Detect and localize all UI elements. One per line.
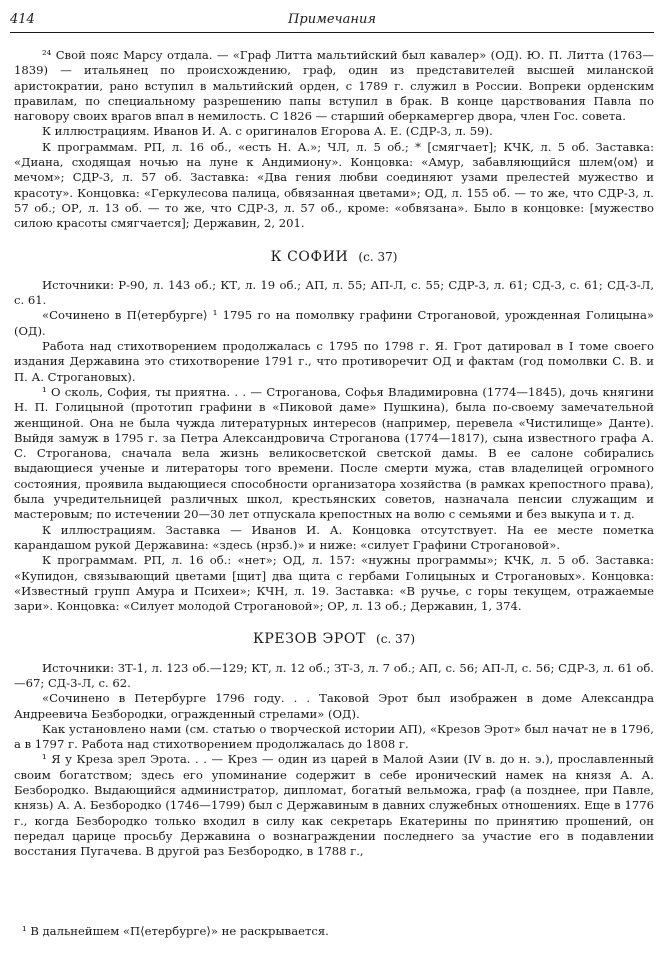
section-heading — [14, 632, 654, 647]
paragraph: К иллюстрациям. Заставка — Иванов И. А. Концовка отсутствует. На ее месте пометка карандашом рукой Державина: «здесь (нрзб.)» и ниже: «силует Графини Строгановой». — [14, 522, 654, 552]
paragraph: Как установлено нами (см. статью о творческой истории АП), «Крезов Эрот» был начат не в 1796, а в 1797 г. Работа над стихотворением продолжалась до 1808 г. — [14, 721, 654, 752]
section-page-ref: (с. 37) — [376, 632, 416, 647]
section-title: КРЕЗОВ ЭРОТ — [252, 631, 366, 648]
section-page-ref: (с. 37) — [358, 249, 398, 264]
paragraph: ¹ Я у Креза зрел Эрота. . . — Крез — один из царей в Малой Азии (IV в. до н. э.), прославленный своим богатством; здесь его упоминание содержит в себе иронический намек на князя А. А. Безбородко. Выдающийся администратор, дипломат, богатый вельможа, граф (а позднее, при Павле, князь) А. А. Безбородко (1746—1799) был с Державиным в давних служебных отношениях. Еще в 1776 г., когда Безбородко только входил в силу как секретарь Екатерины по принятию прошений, он передал царице просьбу Державина о вознаграждении последнего за участие его в подавлении восстания Пугачева. В другой раз Безбородко, в 1788 г., — [14, 752, 654, 859]
page-body — [14, 48, 654, 860]
paragraph: К иллюстрациям. Иванов И. А. с оригиналов Егорова А. Е. (СДР-3, л. 59). — [42, 124, 493, 139]
section-title: К СОФИИ — [270, 248, 349, 265]
paragraph: «Сочинено в Петербурге 1796 году. . . Таковой Эрот был изображен в доме Александра Андреевича Безбородки, огражденный стрелами» (ОД). — [14, 691, 654, 721]
page-number: 414 — [10, 12, 35, 27]
section-heading — [14, 250, 654, 265]
paragraph: «Сочинено в П⟨етербурге⟩ ¹ 1795 го на помолвку графини Строгановой, урожденная Голицына» (ОД). — [14, 308, 654, 338]
paragraph: К программам. РП, л. 16 об., «есть Н. А.»; ЧЛ, л. 5 об.; * [смягчает]; КЧК, л. 5 об. Заставка: «Диана, сходящая ночью на луне к Андимиону». Концовка: «Амур, забавляющийся шлем⟨ом⟩ и мечом»; СДР-3, л. 57 об. Заставка: «Два гения любви соединяют узами прелестей мужество и красоту». Концовка: «Геркулесова палица, обвязанная цветами»; ОД, л. 155 об. — то же, что СДР-3, л. 57 об.; ОР, л. 13 об. — то же, что СДР-3, л. 57 об., кроме: «обвязана». Было в концовке: [мужество силою красоты смягчается]; Державин, 2, 201. — [14, 139, 654, 231]
paragraph: Источники: ЗТ-1, л. 123 об.—129; КТ, л. 12 об.; ЗТ-3, л. 7 об.; АП, с. 56; АП-Л, с. 56; СДР-3, л. 61 об.—67; СД-3-Л, с. 62. — [14, 660, 654, 690]
paragraph: Работа над стихотворением продолжалась с 1795 по 1798 г. Я. Грот датировал в I томе своего издания Державина это стихотворение 1791 г., что противоречит ОД и фактам (год помолвки С. В. и П. А. Строгановых). — [14, 339, 654, 384]
footnote: ¹ В дальнейшем «П⟨етербурге⟩» не раскрывается. — [22, 924, 329, 938]
running-title: Примечания — [288, 12, 376, 27]
paragraph: ²⁴ Свой пояс Марсу отдала. — «Граф Литта мальтийский был кавалер» (ОД). Ю. П. Литта (1763—1839) — итальянец по происхождению, граф, один из представителей высшей миланской аристократии, рано вступил в мальтийский орден, с 1789 г. служил в России. Вопреки орденским правилам, по специальному разрешению папы вступил в брак. В конце царствования Павла по наговору своих врагов впал в немилость. С 1826 — старший оберкамергер двора, член Гос. совета. — [14, 48, 654, 124]
paragraph: Источники: Р-90, л. 143 об.; КТ, л. 19 об.; АП, л. 55; АП-Л, с. 55; СДР-3, л. 61; СД-3, с. 61; СД-3-Л, с. 61. — [14, 277, 654, 308]
running-header — [10, 9, 654, 33]
paragraph: К программам. РП, л. 16 об.: «нет»; ОД, л. 157: «нужны программы»; КЧК, л. 5 об. Заставка: «Купидон, связывающий цветами [щит] два щита с гербами Голицыных и Строгановых». Концовка: «Известный групп Амура и Психеи»; КЧН, л. 19. Заставка: «В ручье, с горы текущем, отражаемые зари». Концовка: «Силует молодой Строгановой»; ОР, л. 13 об.; Державин, 1, 374. — [14, 553, 654, 614]
paragraph: ¹ О сколь, София, ты приятна. . . — Строганова, Софья Владимировна (1774—1845), дочь княгини Н. П. Голицыной (прототип графини в «Пиковой даме» Пушкина), была по-своему замечательной женщиной. Она не была чужда литературных интересов (например, перевела «Чистилище» Данте). Выйдя замуж в 1795 г. за Петра Александровича Строганова (1774—1817), сына известного графа А. С. Строганова, сначала вела жизнь великосветской светской дамы. В ее салоне собирались выдающиеся ученые и литераторы того времени. После смерти мужа, став владелицей огромного состояния, проявила выдающиеся способности организатора хозяйства (в рамках крепостного права), была учредительницей различных школ, крестьянских советов, назначала пенсии служащим и мастеровым; по истечении 20—30 лет отпускала крепостных на волю с семьями и без выкупа и т. д. — [14, 384, 654, 522]
header-rule — [10, 32, 654, 33]
